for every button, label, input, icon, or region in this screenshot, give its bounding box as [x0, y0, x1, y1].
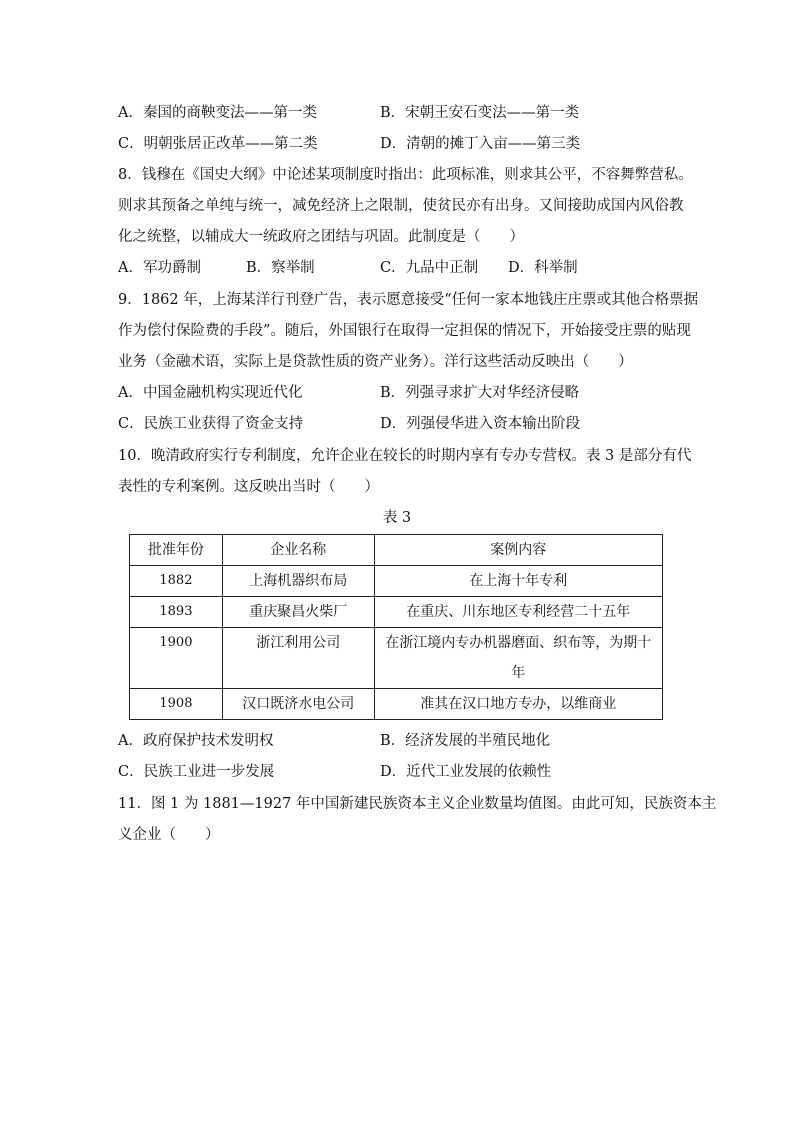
table-header-row — [130, 535, 663, 566]
q8-option-d: D．科举制 — [508, 260, 578, 276]
header-year: 批准年份 — [130, 535, 223, 566]
q8-stem-line-2: 则求其预备之单纯与统一，减免经济上之限制，使贫民亦有出身。又间接助成国内风俗教 — [118, 198, 684, 214]
q9-stem-line-3: 业务（金融术语，实际上是贷款性质的资产业务）。洋行这些活动反映出（ ） — [118, 354, 633, 370]
q7-option-a: A．秦国的商鞅变法——第一类 — [118, 105, 317, 121]
header-content: 案例内容 — [374, 535, 662, 566]
q10-option-a: A．政府保护技术发明权 — [118, 733, 274, 749]
q9-option-d: D．列强侵华进入资本输出阶段 — [380, 416, 581, 432]
cell-content: 准其在汉口地方专办，以维商业 — [374, 689, 662, 720]
table-row — [130, 628, 663, 689]
cell-company: 上海机器织布局 — [222, 566, 374, 597]
q8-stem-line-3: 化之统整，以辅成大一统政府之团结与巩固。此制度是（ ） — [118, 229, 524, 245]
table-row — [130, 566, 663, 597]
q11-stem-line-1: 11．图 1 为 1881—1927 年中国新建民族资本主义企业数量均值图。由此可知，民族资本主 — [118, 796, 717, 812]
cell-year: 1882 — [130, 566, 223, 597]
cell-year: 1908 — [130, 689, 223, 720]
cell-company: 汉口既济水电公司 — [222, 689, 374, 720]
q10-option-d: D．近代工业发展的依赖性 — [380, 764, 552, 780]
cell-content-line-2: 年 — [511, 665, 526, 681]
q10-option-b: B．经济发展的半殖民地化 — [380, 733, 551, 749]
q9-stem-line-1: 9．1862 年，上海某洋行刊登广告，表示愿意接受“任何一家本地钱庄庄票或其他合格票据 — [118, 292, 699, 308]
cell-content: 在重庆、川东地区专利经营二十五年 — [374, 597, 662, 628]
q10-stem-line-2: 表性的专利案例。这反映出当时（ ） — [118, 479, 379, 495]
cell-company: 浙江利用公司 — [222, 628, 374, 689]
cell-content-line-1: 在浙江境内专办机器磨面、织布等，为期十 — [385, 635, 652, 651]
q8-option-a: A．军功爵制 — [118, 260, 201, 276]
cell-content: 在上海十年专利 — [374, 566, 662, 597]
q9-option-b: B．列强寻求扩大对华经济侵略 — [380, 385, 580, 401]
cell-company: 重庆聚昌火柴厂 — [222, 597, 374, 628]
table-row — [130, 689, 663, 720]
cell-year: 1900 — [130, 628, 223, 689]
q9-option-c: C．民族工业获得了资金支持 — [118, 416, 304, 432]
q7-option-d: D．清朝的摊丁入亩——第三类 — [380, 136, 581, 152]
cell-content — [374, 628, 662, 689]
q7-option-b: B．宋朝王安石变法——第一类 — [380, 105, 580, 121]
q10-stem-line-1: 10．晚清政府实行专利制度，允许企业在较长的时期内享有专办专营权。表 3 是部分有代 — [118, 448, 692, 464]
q11-stem-line-2: 义企业（ ） — [118, 827, 220, 843]
table-caption: 表 3 — [382, 510, 412, 526]
header-company: 企业名称 — [222, 535, 374, 566]
q8-option-c: C．九品中正制 — [380, 260, 479, 276]
q7-option-c: C．明朝张居正改革——第二类 — [118, 136, 318, 152]
patent-cases-table — [129, 534, 663, 720]
q9-stem-line-2: 作为偿付保险费的手段”。随后，外国银行在取得一定担保的情况下，开始接受庄票的贴现 — [118, 323, 691, 339]
q10-option-c: C．民族工业进一步发展 — [118, 764, 275, 780]
q8-stem-line-1: 8．钱穆在《国史大纲》中论述某项制度时指出：此项标准，则求其公平，不容舞弊营私。 — [118, 167, 693, 183]
cell-year: 1893 — [130, 597, 223, 628]
table-row — [130, 597, 663, 628]
q9-option-a: A．中国金融机构实现近代化 — [118, 385, 303, 401]
q8-option-b: B．察举制 — [246, 260, 315, 276]
